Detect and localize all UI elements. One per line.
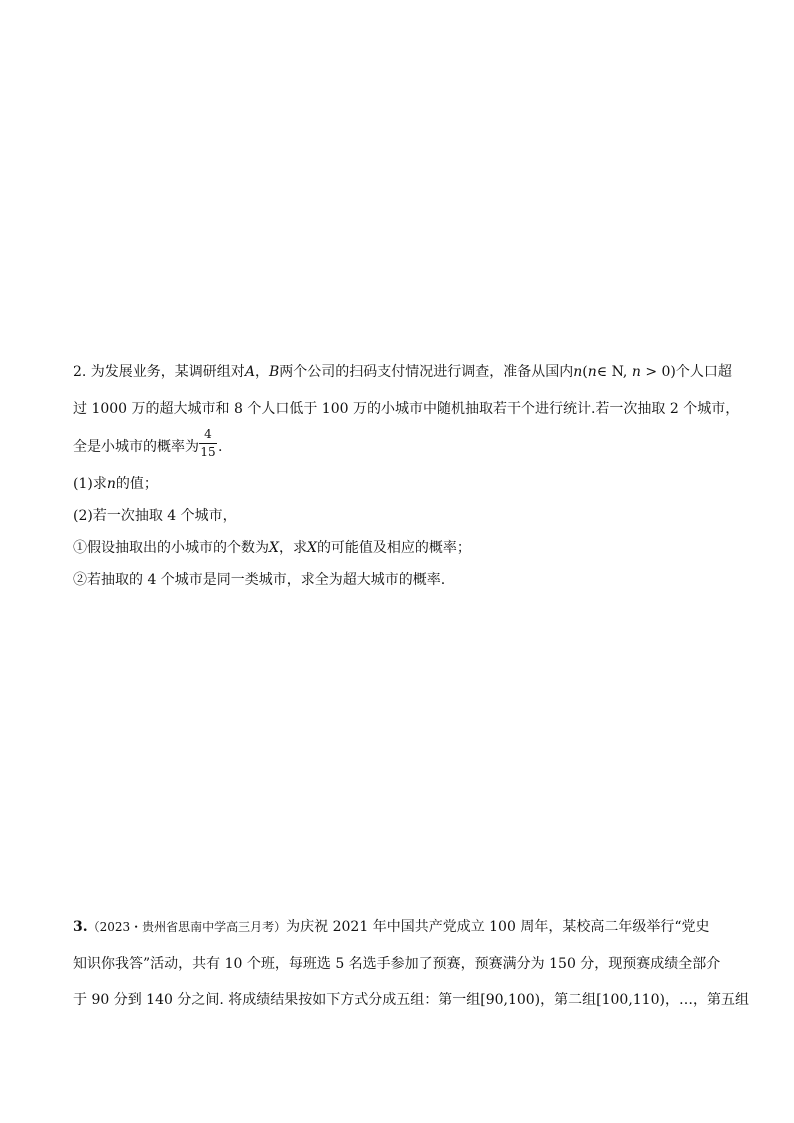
var-n: n (106, 476, 116, 492)
var-x: X (269, 540, 279, 556)
problem-3-line-3 (73, 991, 749, 1009)
text: (2)若一次抽取 4 个城市， (73, 508, 237, 524)
text: (1)求 (73, 476, 107, 492)
text: 的可能值及相应的概率； (316, 540, 471, 556)
var-n: n (631, 364, 641, 380)
text: ②若抽取的 4 个城市是同一类城市，求全为超大城市的概率. (73, 572, 446, 588)
denominator: 15 (200, 445, 216, 459)
text: . (218, 439, 223, 455)
question-2-2 (73, 571, 445, 589)
fraction (199, 427, 217, 459)
text: ，求 (278, 540, 307, 556)
text: 个人口超 (675, 364, 732, 380)
question-2-1 (73, 539, 471, 557)
var-b: B (268, 364, 280, 380)
numerator: 4 (204, 427, 212, 441)
text: 2. 为发展业务，某调研组对 (73, 364, 245, 380)
math: > 0) (640, 364, 676, 380)
text: 全是小城市的概率为 (73, 439, 199, 455)
text: 两个公司的扫码支付情况进行调查，准备从国内 (279, 364, 574, 380)
var-n: n (587, 364, 597, 380)
var-x: X (306, 540, 317, 556)
text: 知识你我答”活动，共有 10 个班，每班选 5 名选手参加了预赛，预赛满分为 150 分，现预赛成绩全部介 (73, 956, 721, 972)
problem-3-line-2 (73, 955, 720, 973)
question-2 (73, 507, 237, 525)
var-n: n (573, 364, 583, 380)
fraction-bar (199, 443, 217, 444)
math: ( (582, 364, 588, 380)
question-1 (73, 475, 158, 493)
text: ， (254, 364, 269, 380)
text: 于 90 分到 140 分之间. 将成绩结果按如下方式分成五组：第一组[90,100)，第二组[100,110)，…，第五组 (73, 992, 749, 1008)
problem-3-line-1 (73, 918, 709, 936)
problem-number: 3. (73, 919, 88, 935)
text: 过 1000 万的超大城市和 8 个人口低于 100 万的小城市中随机抽取若干个进行统计.若一次抽取 2 个城市， (73, 401, 740, 417)
math: ∈ N, (596, 364, 632, 380)
problem-2-line-1 (73, 363, 732, 381)
text: ①假设抽取出的小城市的个数为 (73, 540, 269, 556)
problem-2-line-3 (73, 438, 199, 456)
problem-2-line-3-end (218, 438, 222, 456)
source: （2023・贵州省思南中学高三月考） (87, 920, 287, 934)
problem-2-line-2 (73, 400, 739, 418)
var-a: A (244, 364, 255, 380)
text: 的值； (115, 476, 158, 492)
text: 为庆祝 2021 年中国共产党成立 100 周年，某校高二年级举行“党史 (286, 919, 710, 935)
